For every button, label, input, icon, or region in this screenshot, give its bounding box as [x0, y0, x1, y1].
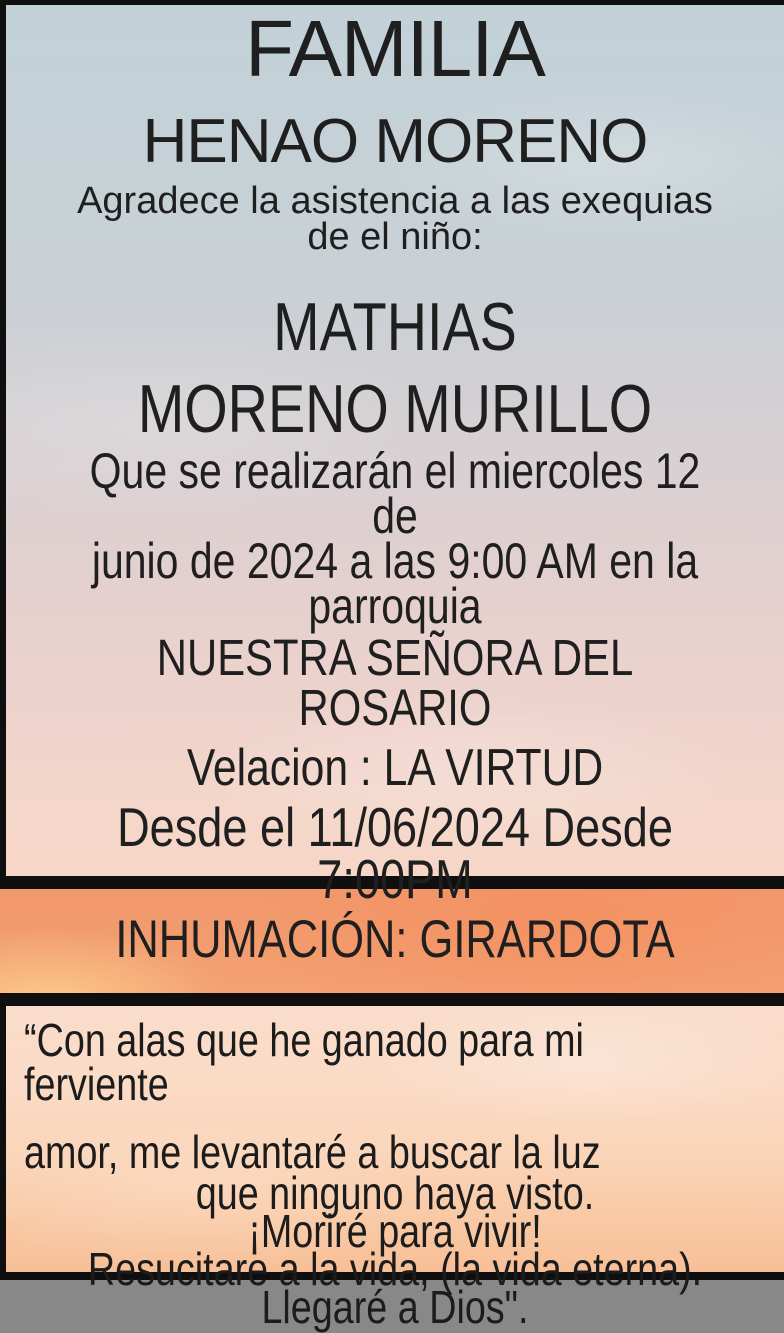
burial-location: INHUMACIÓN: GIRARDOTA — [115, 910, 675, 969]
quote-line-3: que ninguno haya visto. — [195, 1167, 595, 1219]
deceased-last-name: MORENO MURILLO — [137, 371, 653, 447]
deceased-first-name: MATHIAS — [273, 289, 517, 365]
intro-line-1: Agradece la asistencia a las exequias — [77, 180, 713, 222]
quote-line-6: Llegaré a Dios". — [261, 1281, 529, 1333]
family-title: FAMILIA — [245, 4, 545, 93]
details-line-3: parroquia — [308, 578, 482, 634]
quote-line-2: amor, me levantaré a buscar la luz — [24, 1126, 601, 1178]
quote-line-5: Resucitare a la vida, (la vida eterna). — [87, 1243, 703, 1295]
details-line-2: junio de 2024 a las 9:00 AM en la — [91, 533, 699, 589]
quote-line-4: ¡Moriré para vivir! — [248, 1205, 542, 1257]
intro-line-2: de el niño: — [307, 216, 483, 258]
parish-name: NUESTRA SEÑORA DEL ROSARIO — [156, 629, 634, 736]
wake-datetime: Desde el 11/06/2024 Desde 7:00PM — [117, 796, 673, 910]
quote-box — [0, 993, 784, 1333]
family-name: HENAO MORENO — [142, 107, 648, 176]
intro-text — [6, 180, 784, 258]
details-line-1: Que se realizarán el miercoles 12 de — [89, 443, 701, 544]
quote-line-1: “Con alas que he ganado para mi ferviente — [24, 1014, 584, 1110]
ceremony-details — [6, 443, 784, 634]
wake-location: Velacion : LA VIRTUD — [186, 739, 604, 797]
